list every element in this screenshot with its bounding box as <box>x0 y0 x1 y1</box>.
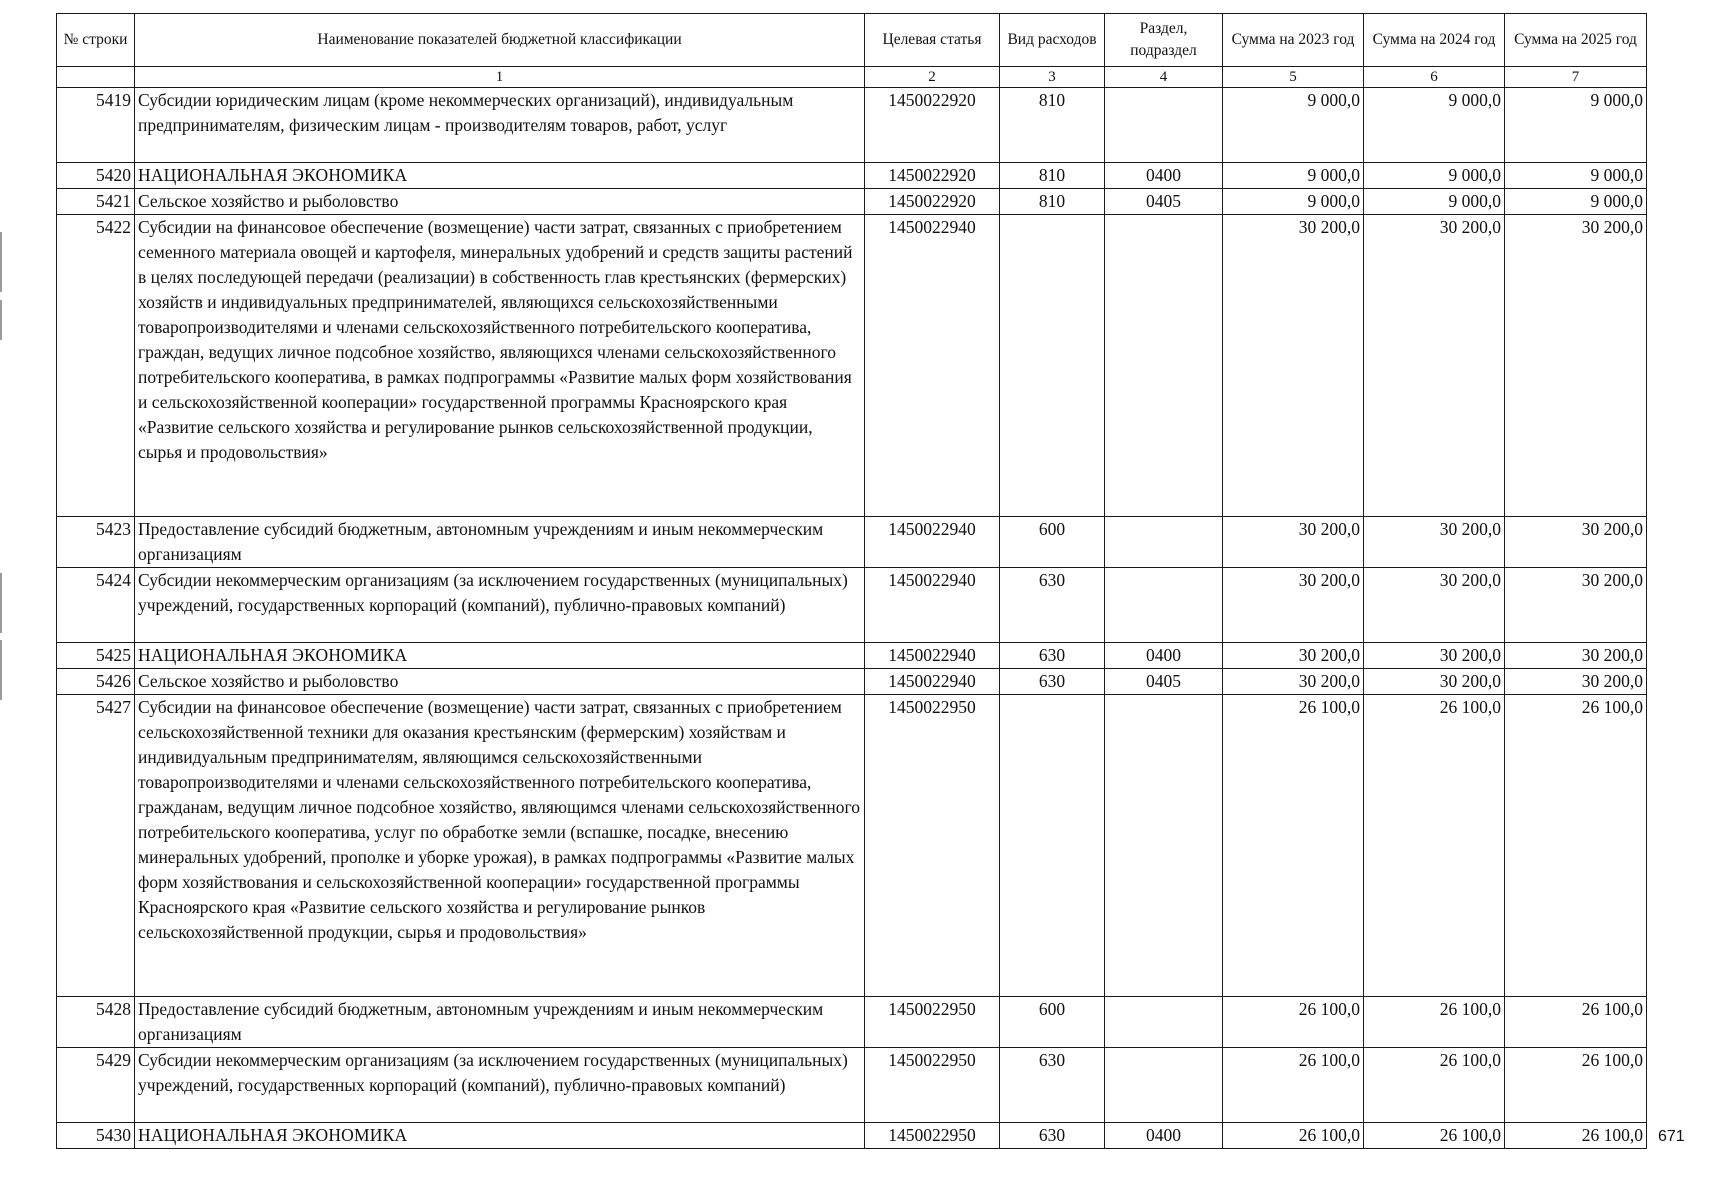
table-row <box>57 189 1647 215</box>
header-sum-2025: Сумма на 2025 год <box>1505 14 1647 67</box>
table-row <box>57 1123 1647 1149</box>
sum-2025: 9 000,0 <box>1505 88 1647 163</box>
scan-edge-mark <box>0 573 2 633</box>
expense-type: 630 <box>1000 669 1105 695</box>
indicator-name: НАЦИОНАЛЬНАЯ ЭКОНОМИКА <box>135 163 865 189</box>
section-code <box>1105 695 1223 997</box>
header-sum-2024: Сумма на 2024 год <box>1364 14 1505 67</box>
sum-2023: 26 100,0 <box>1223 997 1364 1048</box>
page-number: 671 <box>1658 1128 1685 1145</box>
sum-2025: 30 200,0 <box>1505 215 1647 517</box>
sum-2025: 26 100,0 <box>1505 1123 1647 1149</box>
indicator-name: Сельское хозяйство и рыболовство <box>135 189 865 215</box>
indicator-name: Субсидии юридическим лицам (кроме некоммерческих организаций), индивидуальным предпринимателям, физическим лицам - производителям товаров, работ, услуг <box>135 88 865 163</box>
section-code: 0405 <box>1105 189 1223 215</box>
sum-2025: 26 100,0 <box>1505 695 1647 997</box>
section-code: 0400 <box>1105 1123 1223 1149</box>
column-number: 4 <box>1105 67 1223 88</box>
expense-type: 810 <box>1000 189 1105 215</box>
header-row-number: № строки <box>57 14 135 67</box>
expense-type: 630 <box>1000 568 1105 643</box>
target-article: 1450022940 <box>865 643 1000 669</box>
indicator-name: Субсидии некоммерческим организациям (за исключением государственных (муниципальных) учреждений, государственных корпораций (компаний), публично-правовых компаний) <box>135 1048 865 1123</box>
section-code: 0400 <box>1105 643 1223 669</box>
target-article: 1450022950 <box>865 997 1000 1048</box>
sum-2024: 30 200,0 <box>1364 215 1505 517</box>
row-number: 5430 <box>57 1123 135 1149</box>
target-article: 1450022920 <box>865 88 1000 163</box>
scan-edge-mark <box>0 300 2 340</box>
target-article: 1450022920 <box>865 189 1000 215</box>
target-article: 1450022940 <box>865 669 1000 695</box>
column-number: 7 <box>1505 67 1647 88</box>
expense-type: 630 <box>1000 643 1105 669</box>
table-row <box>57 669 1647 695</box>
sum-2023: 30 200,0 <box>1223 517 1364 568</box>
expense-type: 600 <box>1000 517 1105 568</box>
table-row <box>57 215 1647 517</box>
indicator-name: Субсидии некоммерческим организациям (за исключением государственных (муниципальных) учреждений, государственных корпораций (компаний), публично-правовых компаний) <box>135 568 865 643</box>
target-article: 1450022940 <box>865 568 1000 643</box>
row-number: 5427 <box>57 695 135 997</box>
table-row <box>57 643 1647 669</box>
column-number: 6 <box>1364 67 1505 88</box>
scan-edge-mark <box>0 232 2 292</box>
target-article: 1450022940 <box>865 517 1000 568</box>
sum-2025: 30 200,0 <box>1505 517 1647 568</box>
sum-2024: 9 000,0 <box>1364 163 1505 189</box>
expense-type: 630 <box>1000 1048 1105 1123</box>
table-row <box>57 1048 1647 1123</box>
column-number: 3 <box>1000 67 1105 88</box>
table-header-row <box>57 14 1647 67</box>
sum-2024: 30 200,0 <box>1364 517 1505 568</box>
header-section: Раздел, подраздел <box>1105 14 1223 67</box>
section-code: 0405 <box>1105 669 1223 695</box>
row-number: 5419 <box>57 88 135 163</box>
sum-2025: 9 000,0 <box>1505 189 1647 215</box>
column-number-row <box>57 67 1647 88</box>
sum-2024: 26 100,0 <box>1364 1048 1505 1123</box>
sum-2024: 9 000,0 <box>1364 189 1505 215</box>
sum-2024: 26 100,0 <box>1364 997 1505 1048</box>
sum-2025: 9 000,0 <box>1505 163 1647 189</box>
sum-2023: 26 100,0 <box>1223 695 1364 997</box>
target-article: 1450022920 <box>865 163 1000 189</box>
indicator-name: Сельское хозяйство и рыболовство <box>135 669 865 695</box>
table-row <box>57 997 1647 1048</box>
table-row <box>57 517 1647 568</box>
scan-edge-mark <box>0 640 2 700</box>
sum-2023: 9 000,0 <box>1223 88 1364 163</box>
table-row <box>57 163 1647 189</box>
target-article: 1450022950 <box>865 1123 1000 1149</box>
budget-classification-table <box>56 13 1647 1149</box>
expense-type <box>1000 215 1105 517</box>
header-sum-2023: Сумма на 2023 год <box>1223 14 1364 67</box>
indicator-name: Предоставление субсидий бюджетным, автономным учреждениям и иным некоммерческим организациям <box>135 997 865 1048</box>
target-article: 1450022940 <box>865 215 1000 517</box>
sum-2025: 30 200,0 <box>1505 568 1647 643</box>
indicator-name: НАЦИОНАЛЬНАЯ ЭКОНОМИКА <box>135 1123 865 1149</box>
section-code <box>1105 215 1223 517</box>
sum-2024: 30 200,0 <box>1364 669 1505 695</box>
table-row <box>57 88 1647 163</box>
sum-2023: 30 200,0 <box>1223 568 1364 643</box>
section-code <box>1105 568 1223 643</box>
expense-type: 810 <box>1000 163 1105 189</box>
row-number: 5424 <box>57 568 135 643</box>
target-article: 1450022950 <box>865 695 1000 997</box>
indicator-name: НАЦИОНАЛЬНАЯ ЭКОНОМИКА <box>135 643 865 669</box>
sum-2024: 26 100,0 <box>1364 1123 1505 1149</box>
row-number: 5423 <box>57 517 135 568</box>
expense-type <box>1000 695 1105 997</box>
row-number: 5422 <box>57 215 135 517</box>
section-code <box>1105 1048 1223 1123</box>
header-target-article: Целевая статья <box>865 14 1000 67</box>
row-number: 5421 <box>57 189 135 215</box>
indicator-name: Субсидии на финансовое обеспечение (возмещение) части затрат, связанных с приобретением семенного материала овощей и картофеля, минеральных удобрений и средств защиты растений в целях последующей передачи (реализации) в собственность глав крестьянских (фермерских) хозяйств и индивидуальных предпринимателей, являющихся сельскохозяйственными товаропроизводителями и членами сельскохозяйственного потребительского кооператива, граждан, ведущих личное подсобное хозяйство, являющихся членами сельскохозяйственного потребительского кооператива, в рамках подпрограммы «Развитие малых форм хозяйствования и сельскохозяйственной кооперации» государственной программы Красноярского края «Развитие сельского хозяйства и регулирование рынков сельскохозяйственной продукции, сырья и продовольствия» <box>135 215 865 517</box>
target-article: 1450022950 <box>865 1048 1000 1123</box>
sum-2023: 9 000,0 <box>1223 163 1364 189</box>
expense-type: 630 <box>1000 1123 1105 1149</box>
expense-type: 600 <box>1000 997 1105 1048</box>
section-code: 0400 <box>1105 163 1223 189</box>
column-number: 5 <box>1223 67 1364 88</box>
sum-2025: 26 100,0 <box>1505 997 1647 1048</box>
row-number: 5428 <box>57 997 135 1048</box>
section-code <box>1105 88 1223 163</box>
sum-2023: 26 100,0 <box>1223 1123 1364 1149</box>
sum-2023: 26 100,0 <box>1223 1048 1364 1123</box>
sum-2023: 9 000,0 <box>1223 189 1364 215</box>
row-number: 5420 <box>57 163 135 189</box>
indicator-name: Предоставление субсидий бюджетным, автономным учреждениям и иным некоммерческим организациям <box>135 517 865 568</box>
sum-2023: 30 200,0 <box>1223 669 1364 695</box>
table-row <box>57 695 1647 997</box>
sum-2023: 30 200,0 <box>1223 643 1364 669</box>
section-code <box>1105 517 1223 568</box>
sum-2023: 30 200,0 <box>1223 215 1364 517</box>
sum-2024: 9 000,0 <box>1364 88 1505 163</box>
column-number: 1 <box>135 67 865 88</box>
sum-2024: 30 200,0 <box>1364 568 1505 643</box>
column-number <box>57 67 135 88</box>
header-expense-type: Вид расходов <box>1000 14 1105 67</box>
sum-2024: 26 100,0 <box>1364 695 1505 997</box>
expense-type: 810 <box>1000 88 1105 163</box>
sum-2025: 30 200,0 <box>1505 643 1647 669</box>
column-number: 2 <box>865 67 1000 88</box>
row-number: 5429 <box>57 1048 135 1123</box>
row-number: 5425 <box>57 643 135 669</box>
indicator-name: Субсидии на финансовое обеспечение (возмещение) части затрат, связанных с приобретением сельскохозяйственной техники для оказания крестьянским (фермерским) хозяйствам и индивидуальным предпринимателям, являющимся сельскохозяйственными товаропроизводителями и членами сельскохозяйственного потребительского кооператива, гражданам, ведущим личное подсобное хозяйство, являющимся членами сельскохозяйственного потребительского кооператива, услуг по обработке земли (вспашке, посадке, внесению минеральных удобрений, прополке и уборке урожая), в рамках подпрограммы «Развитие малых форм хозяйствования и сельскохозяйственной кооперации» государственной программы Красноярского края «Развитие сельского хозяйства и регулирование рынков сельскохозяйственной продукции, сырья и продовольствия» <box>135 695 865 997</box>
sum-2025: 30 200,0 <box>1505 669 1647 695</box>
header-indicator-name: Наименование показателей бюджетной классификации <box>135 14 865 67</box>
sum-2025: 26 100,0 <box>1505 1048 1647 1123</box>
row-number: 5426 <box>57 669 135 695</box>
sum-2024: 30 200,0 <box>1364 643 1505 669</box>
section-code <box>1105 997 1223 1048</box>
table-row <box>57 568 1647 643</box>
